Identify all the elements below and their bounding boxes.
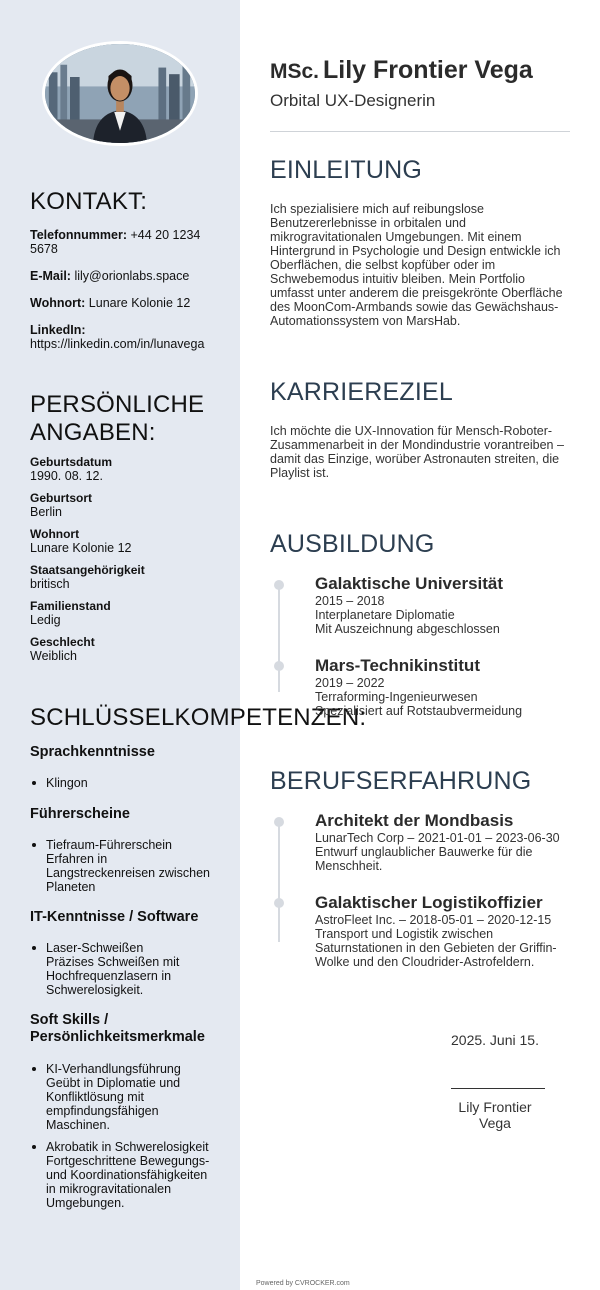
education-details	[315, 676, 575, 718]
intro-heading: EINLEITUNG	[270, 156, 423, 184]
experience-timeline	[278, 821, 280, 942]
skill-desc: Erfahren in Langstreckenreisen zwischen Planeten	[46, 852, 210, 894]
full-name: Lily Frontier Vega	[323, 56, 533, 84]
personal-value: 1990. 08. 12.	[30, 469, 103, 483]
experience-title: Architekt der Mondbasis	[315, 811, 514, 830]
skill-desc: Fortgeschrittene Bewegungs- und Koordinationsfähigkeiten in mikrogravitationalen Umgebungen.	[46, 1154, 210, 1210]
list-item: Klingon	[30, 776, 215, 790]
list-item	[30, 1140, 215, 1210]
phone-label: Telefonnummer:	[30, 228, 127, 242]
page-title	[270, 56, 533, 85]
education-note: Mit Auszeichnung abgeschlossen	[315, 622, 500, 636]
education-timeline	[278, 584, 280, 692]
footer-credit[interactable]: Powered by CVROCKER.com	[256, 1280, 350, 1287]
education-title: Galaktische Universität	[315, 574, 504, 593]
experience-desc: Transport und Logistik zwischen Saturnstationen in den Gebieten der Griffin-Wolke und den Cloudrider-Astrofeldern.	[315, 927, 557, 969]
timeline-dot	[274, 661, 284, 671]
goal-heading: KARRIEREZIEL	[270, 378, 454, 406]
soft-skills-label-line2: Persönlichkeitsmerkmale	[30, 1029, 205, 1045]
list-item	[30, 838, 215, 894]
contact-email	[30, 269, 225, 283]
linkedin-link[interactable]: https://linkedin.com/in/lunavega	[30, 337, 205, 351]
education-note: Spezialisiert auf Rotstaubvermeidung	[315, 704, 523, 718]
header-divider	[270, 131, 570, 132]
timeline-dot	[274, 898, 284, 908]
personal-label: Geburtsdatum	[30, 455, 113, 469]
personal-heading-line1: PERSÖNLICHE	[30, 391, 205, 418]
contact-residence	[30, 296, 225, 310]
list-item	[30, 1062, 215, 1132]
job-title: Orbital UX-Designerin	[270, 91, 436, 110]
personal-label: Familienstand	[30, 599, 111, 613]
experience-heading: BERUFSERFAHRUNG	[270, 767, 532, 795]
languages-list	[30, 776, 215, 798]
education-field: Terraforming-Ingenieurwesen	[315, 690, 478, 704]
personal-item	[30, 455, 230, 483]
experience-title: Galaktischer Logistikoffizier	[315, 893, 543, 912]
contact-linkedin	[30, 323, 225, 351]
it-label: IT-Kenntnisse / Software	[30, 909, 199, 925]
timeline-dot	[274, 580, 284, 590]
profile-photo	[42, 41, 198, 146]
personal-heading-line2: ANGABEN:	[30, 419, 156, 446]
personal-item	[30, 527, 230, 555]
signature-date: 2025. Juni 15.	[451, 1032, 539, 1048]
soft-skills-list	[30, 1062, 215, 1218]
education-details	[315, 594, 575, 636]
contact-heading: KONTAKT:	[30, 188, 148, 215]
personal-label: Wohnort	[30, 527, 80, 541]
skill-title: Tiefraum-Führerschein	[46, 838, 172, 852]
signature-line	[451, 1088, 545, 1089]
phone-value: +44 20 1234 5678	[30, 228, 201, 256]
experience-details	[315, 913, 575, 969]
intro-text: Ich spezialisiere mich auf reibungslose Benutzererlebnisse in orbitalen und mikrogravitationalen Umgebungen. Mit einem Hintergrund in Psychologie und Design entwickle ich Oberflächen, die selbst kopfüber oder im Schwebemodus intuitiv bleiben. Mein Portfolio umfasst unter anderem die preisgekrönte Oberfläche des MoonCom-Armbands sowie das Gewächshaus-Automationssystem von MarsHab.	[270, 202, 563, 328]
education-period: 2015 – 2018	[315, 594, 385, 608]
personal-item	[30, 491, 230, 519]
linkedin-label: LinkedIn:	[30, 323, 86, 337]
it-list	[30, 941, 215, 1005]
education-period: 2019 – 2022	[315, 676, 385, 690]
personal-item	[30, 635, 230, 663]
licenses-list	[30, 838, 215, 902]
personal-value: britisch	[30, 577, 70, 591]
personal-label: Geburtsort	[30, 491, 93, 505]
experience-meta: LunarTech Corp – 2021-01-01 – 2023-06-30	[315, 831, 560, 845]
personal-item	[30, 563, 230, 591]
personal-value: Weiblich	[30, 649, 78, 663]
skill-desc: Präzises Schweißen mit Hochfrequenzlasern in Schwerelosigkeit.	[46, 955, 180, 997]
personal-label: Staatsangehörigkeit	[30, 563, 145, 577]
personal-value: Ledig	[30, 613, 61, 627]
contact-phone	[30, 228, 225, 256]
languages-label: Sprachkenntnisse	[30, 744, 155, 760]
personal-heading	[30, 391, 204, 447]
list-item	[30, 941, 215, 997]
personal-item	[30, 599, 230, 627]
main-content	[240, 0, 600, 1290]
skills-heading: SCHLÜSSELKOMPETENZEN:	[30, 704, 367, 731]
personal-value: Berlin	[30, 505, 62, 519]
soft-skills-label	[30, 1012, 230, 1046]
education-heading: AUSBILDUNG	[270, 530, 435, 558]
skill-title: Laser-Schweißen	[46, 941, 144, 955]
soft-skills-label-line1: Soft Skills /	[30, 1012, 109, 1028]
name-prefix: MSc.	[270, 60, 320, 83]
email-label: E-Mail:	[30, 269, 71, 283]
residence-value: Lunare Kolonie 12	[88, 296, 191, 310]
signature-name: Lily Frontier Vega	[458, 1099, 532, 1131]
email-value[interactable]: lily@orionlabs.space	[74, 269, 190, 283]
skill-title: Akrobatik in Schwerelosigkeit	[46, 1140, 209, 1154]
goal-text: Ich möchte die UX-Innovation für Mensch-Roboter-Zusammenarbeit in der Mondindustrie vorantreiben – damit das Einzige, worüber Astronauten streiten, die Playlist ist.	[270, 424, 564, 480]
experience-details	[315, 831, 575, 873]
licenses-label: Führerscheine	[30, 806, 130, 822]
experience-meta: AstroFleet Inc. – 2018-05-01 – 2020-12-15	[315, 913, 552, 927]
skill-desc: Geübt in Diplomatie und Konfliktlösung mit empfindungsfähigen Maschinen.	[46, 1076, 181, 1132]
skill-title: KI-Verhandlungsführung	[46, 1062, 181, 1076]
timeline-dot	[274, 817, 284, 827]
education-field: Interplanetare Diplomatie	[315, 608, 455, 622]
education-title: Mars-Technikinstitut	[315, 656, 480, 675]
experience-desc: Entwurf unglaublicher Bauwerke für die Menschheit.	[315, 845, 533, 873]
personal-label: Geschlecht	[30, 635, 95, 649]
residence-label: Wohnort:	[30, 296, 86, 310]
personal-value: Lunare Kolonie 12	[30, 541, 132, 555]
